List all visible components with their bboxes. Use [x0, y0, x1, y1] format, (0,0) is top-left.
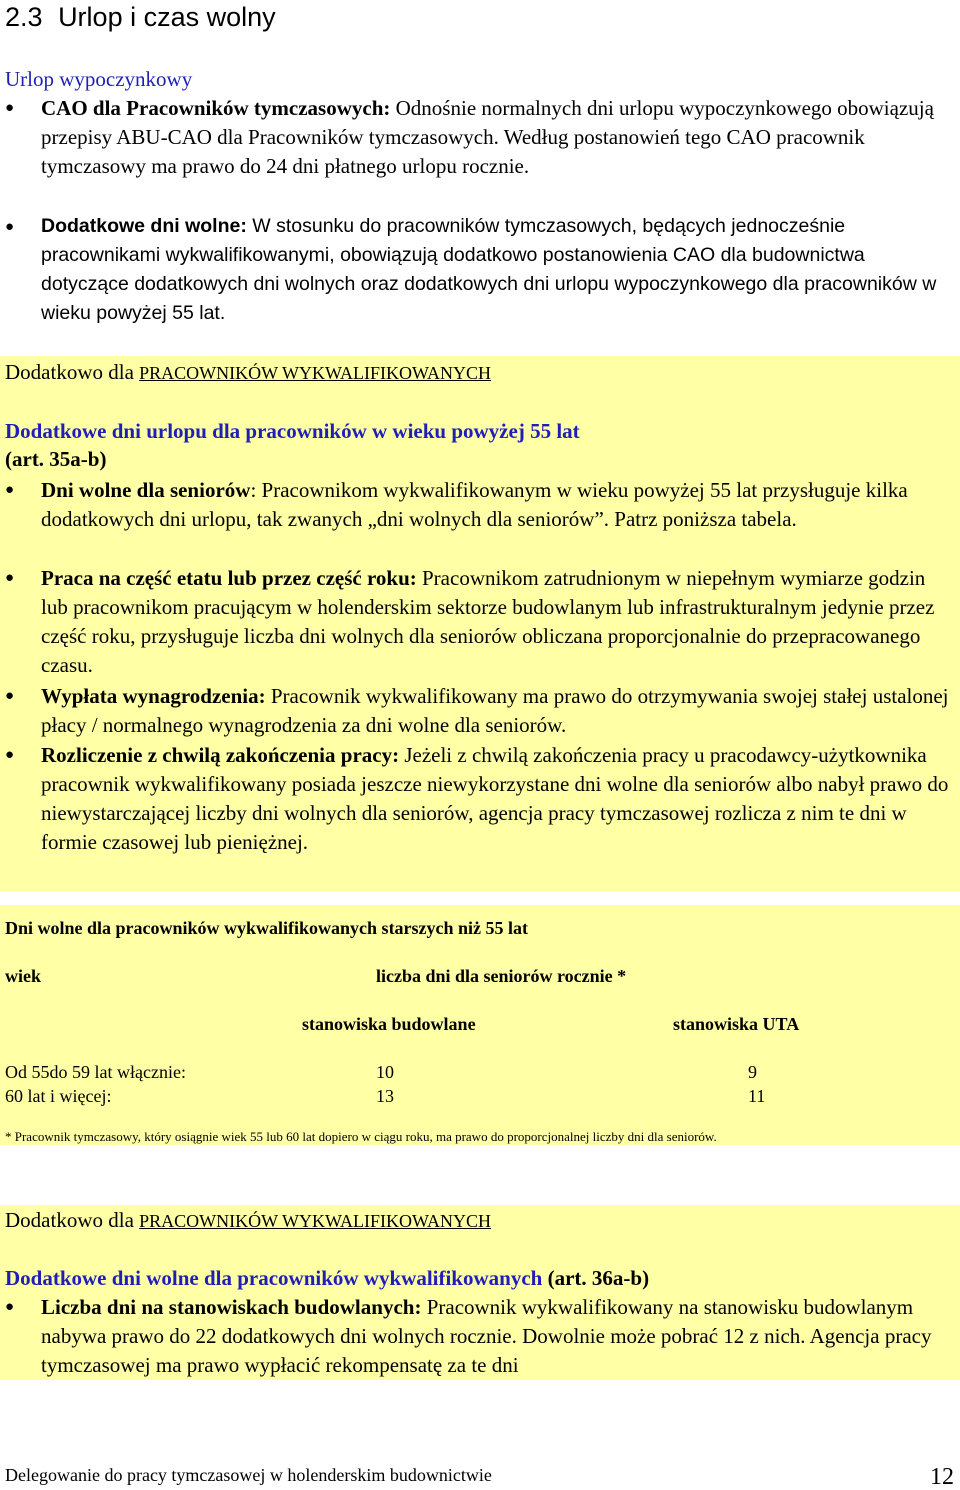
item-text: Pracownik wykwalifikowany na stanowisku budowlanym nabywa prawo do 22 dodatkowych dni wolnych rocznie. Dowolnie może pobrać 12 z nich. Agencja pracy tymczasowej ma prawo wypłacić rekompensatę za te dni: [41, 1295, 932, 1377]
block1-item-3: [0, 682, 960, 742]
item-bold: Dni wolne dla seniorów: [41, 478, 251, 502]
table-note: * Pracownik tymczasowy, który osiągnie wiek 55 lub 60 lat dopiero w ciągu roku, ma prawo do proporcjonalnej liczby dni dla seniorów.: [5, 1129, 717, 1144]
urlop-item-2: [0, 212, 960, 332]
section-heading: [5, 0, 276, 34]
bullet-icon: ●: [5, 1299, 15, 1315]
col-building-text: stanowiska budowlane: [302, 1014, 476, 1034]
block2-link[interactable]: PRACOWNIKÓW WYKWALIFIKOWANYCH: [139, 1211, 491, 1231]
block2-heading-art: (art. 36a-b): [542, 1266, 650, 1290]
item-text: W stosunku do pracowników tymczasowych, będących jednocześnie pracownikami wykwalifikowanymi, obowiązują dodatkowo postanowienia CAO dla budownictwa dotyczące dodatkowych dni wolnych oraz dodatkowych dni urlopu wypoczynkowego dla pracowników w wieku powyżej 55 lat.: [41, 215, 937, 324]
item-bold: Liczba dni na stanowiskach budowlanych:: [41, 1295, 422, 1319]
block2-heading: [5, 1265, 649, 1291]
col-age-header: [5, 964, 41, 988]
block2-item-1: [0, 1293, 960, 1380]
bullet-icon: ●: [5, 218, 15, 235]
item-bold: Dodatkowe dni wolne:: [41, 215, 247, 237]
bullet-icon: ●: [5, 100, 15, 116]
table-title-text: Dni wolne dla pracowników wykwalifikowanych starszych niż 55 lat: [5, 918, 529, 938]
table-row-age: Od 55do 59 lat włącznie:: [5, 1062, 186, 1082]
item-text: Pracownikom zatrudnionym w niepełnym wymiarze godzin lub pracownikom pracującym w holenderskim sektorze budowlanym lub infrastrukturalnym jedynie przez część roku, przysługuje liczba dni wolnych dla seniorów obliczana proporcjonalnie do przepracowanego czasu.: [41, 566, 935, 677]
block1-heading-art: (art. 35a-b): [5, 447, 107, 471]
block2-prefix: Dodatkowo dla: [5, 1208, 140, 1232]
table-row-uta: 9: [748, 1062, 757, 1082]
urlop-item-1: [0, 94, 960, 214]
col-days-text: liczba dni dla seniorów rocznie *: [376, 966, 627, 986]
col-uta-text: stanowiska UTA: [673, 1014, 800, 1034]
table-row-uta: 11: [748, 1086, 766, 1106]
item-bold: Praca na część etatu lub przez część roku:: [41, 566, 417, 590]
block1-link[interactable]: PRACOWNIKÓW WYKWALIFIKOWANYCH: [139, 363, 491, 383]
item-text: Jeżeli z chwilą zakończenia pracy u pracodawcy-użytkownika pracownik wykwalifikowany posiada jeszcze niewykorzystane dni wolne dla seniorów albo nabył prawo do niewystarczającej liczby dni wolnych dla seniorów, agencja pracy tymczasowej rozlicza z nim te dni w formie czasowej lub pieniężnej.: [41, 743, 949, 854]
section-title: Urlop i czas wolny: [58, 2, 276, 32]
table-title: [5, 916, 528, 940]
block1-heading: Dodatkowe dni urlopu dla pracowników w wieku powyżej 55 lat: [5, 419, 580, 443]
bullet-icon: ●: [5, 747, 15, 763]
col-building-header: [302, 1012, 476, 1036]
item-bold: CAO dla Pracowników tymczasowych:: [41, 96, 391, 120]
block1-item-1: [0, 476, 960, 566]
footer-title: Delegowanie do pracy tymczasowej w holenderskim budownictwie: [5, 1465, 492, 1485]
block1-intro: [5, 358, 491, 388]
section-number: 2.3: [5, 2, 43, 32]
table-row-building: 10: [376, 1062, 394, 1082]
bullet-icon: ●: [5, 482, 15, 498]
item-text: Pracownik wykwalifikowany ma prawo do otrzymywania swojej stałej ustalonej płacy / normalnego wynagrodzenia za dni wolne dla seniorów.: [41, 684, 949, 737]
item-text: Odnośnie normalnych dni urlopu wypoczynkowego obowiązują przepisy ABU-CAO dla Pracowników tymczasowych. Według postanowień tego CAO pracownik tymczasowy ma prawo do 24 dni płatnego urlopu rocznie.: [41, 96, 934, 178]
item-bold: Rozliczenie z chwilą zakończenia pracy:: [41, 743, 400, 767]
block1-item-2: [0, 564, 960, 684]
table-block: [0, 905, 960, 1145]
bullet-icon: ●: [5, 570, 15, 586]
block1-item-4: [0, 741, 960, 891]
block1-prefix: Dodatkowo dla: [5, 360, 140, 384]
urlop-heading: Urlop wypoczynkowy: [5, 67, 193, 91]
col-days-header: [376, 964, 626, 988]
col-uta-header: [673, 1012, 799, 1036]
page-number: 12: [930, 1464, 954, 1490]
item-text: : Pracownikom wykwalifikowanym w wieku powyżej 55 lat przysługuje kilka dodatkowych dni urlopu, tak zwanych „dni wolnych dla seniorów”. Patrz poniższa tabela.: [41, 478, 908, 531]
bullet-icon: ●: [5, 688, 15, 704]
table-row-building: 13: [376, 1086, 394, 1106]
block2-intro: [5, 1206, 491, 1236]
item-bold: Wypłata wynagrodzenia:: [41, 684, 266, 708]
table-row-age: 60 lat i więcej:: [5, 1086, 112, 1106]
col-age-text: wiek: [5, 966, 41, 986]
block2-heading-text: Dodatkowe dni wolne dla pracowników wykwalifikowanych: [5, 1266, 543, 1290]
